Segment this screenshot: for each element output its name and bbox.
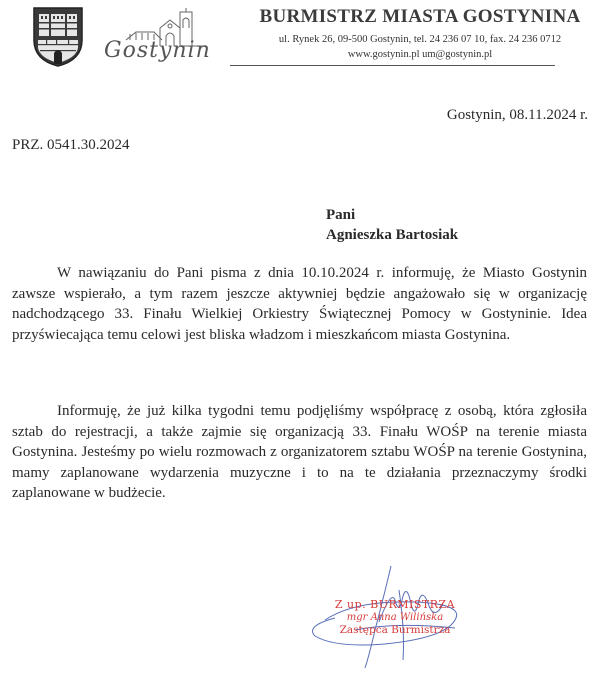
city-coat-of-arms-icon [32,6,84,68]
letterhead-title: BURMISTRZ MIASTA GOSTYNINA [259,6,581,27]
body-paragraph: W nawiązaniu do Pani pisma z dnia 10.10.2024 r. informuję, że Miasto Gostynin zawsze wspierało, a tym razem jeszcze aktywniej będzie angażowało się w organizację nadchodzącego 33. Finału Wielkiej Orkiestry Świątecznej Pomocy w Gostyninie. Idea przyświecająca temu celowi jest bliska władzom i mieszkańcom miasta Gostynina. [12,265,587,343]
stamp-line-authority: Z up. BURMISTRZA [334,598,456,611]
letterhead-address: ul. Rynek 26, 09-500 Gostynin, tel. 24 236 07 10, fax. 24 236 0712 [278,34,562,45]
letterhead-divider [230,65,555,66]
body-paragraph: Informuję, że już kilka tygodni temu podjęliśmy współpracę z osobą, która zgłosiła sztab do rejestracji, a także zajmie się organizacją 33. Finału WOŚP na terenie miasta Gostynina. Jesteśmy po wielu rozmowach z organizatorem sztabu WOŚP na terenie Gostynina, mamy zaplanowane wydarzenia muzyczne i to na te działania przeznaczymy środki zaplanowane w budżecie. [12,403,587,501]
logo-text: Gostynin [104,38,211,63]
letterhead-web-email: www.gostynin.pl um@gostynin.pl [347,49,493,60]
reference-number: PRZ. 0541.30.2024 [12,137,130,153]
stamp-line-name: mgr Anna Wilińska [346,612,444,623]
official-stamp [320,598,470,637]
place-date: Gostynin, 08.11.2024 r. [446,107,588,123]
recipient-salutation: Pani [326,207,356,223]
recipient-name: Agnieszka Bartosiak [326,227,459,243]
recipient-block [326,205,458,245]
stamp-line-position: Zastępca Burmistrza [339,624,451,636]
